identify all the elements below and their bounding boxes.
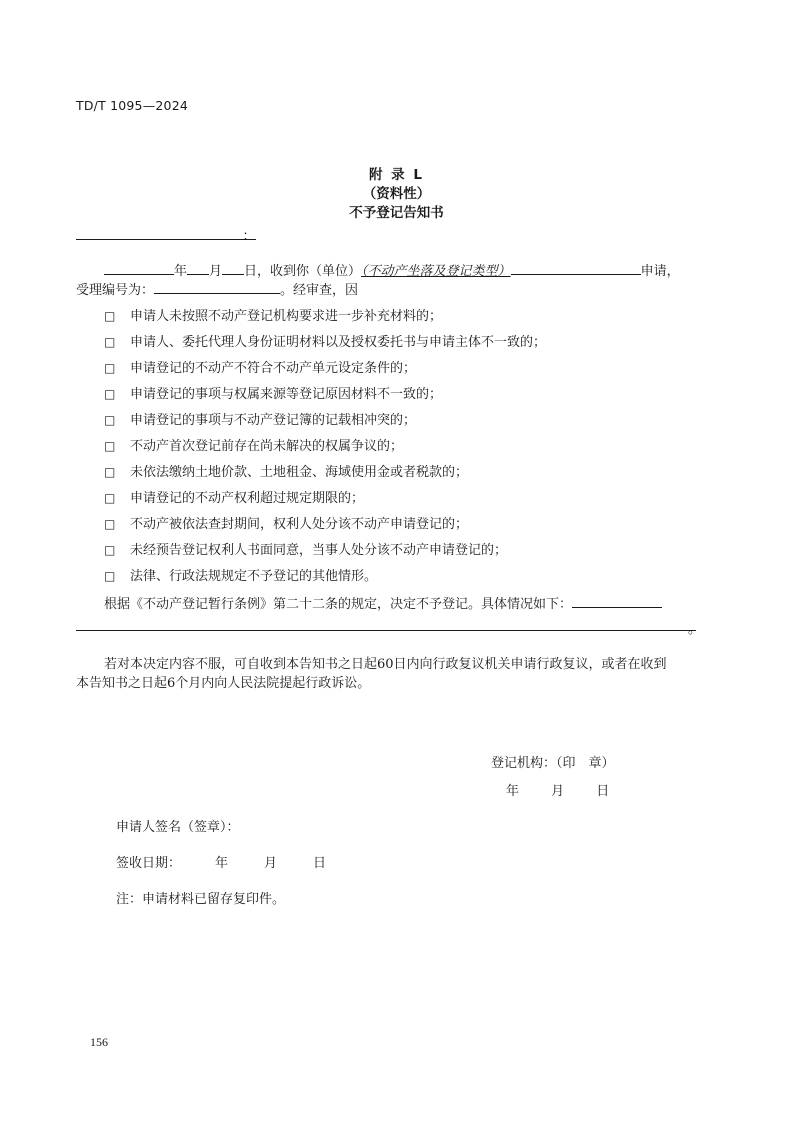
checkbox-icon[interactable]: □ xyxy=(104,361,116,375)
appendix-type: （资料性） xyxy=(362,186,431,202)
checkbox-icon[interactable]: □ xyxy=(104,413,116,427)
receipt-number-line xyxy=(76,279,358,298)
year-blank xyxy=(104,260,174,275)
checkbox-icon[interactable]: □ xyxy=(104,387,116,401)
receive-date-label: 签收日期： xyxy=(116,856,182,871)
receipt-number-blank xyxy=(154,279,280,294)
appeal-text-line-2: 本告知书之日起6个月内向人民法院提起行政诉讼。 xyxy=(76,676,371,691)
reason-text: 不动产首次登记前存在尚未解决的权属争议的； xyxy=(130,439,404,454)
reason-text: 法律、行政法规规定不予登记的其他情形。 xyxy=(130,569,378,584)
checkbox-icon[interactable]: □ xyxy=(104,491,116,505)
month-blank xyxy=(187,260,209,275)
page-number: 156 xyxy=(90,1035,108,1049)
addressee-line xyxy=(76,225,256,244)
receipt-date-line xyxy=(104,260,680,279)
checkbox-icon[interactable]: □ xyxy=(104,517,116,531)
appeal-text-line-1: 若对本决定内容不服，可自收到本告知书之日起60日内向行政复议机关申请行政复议，或者在收到 xyxy=(104,657,667,672)
checkbox-icon[interactable]: □ xyxy=(104,439,116,453)
day-suffix: 日，收到你（单位） xyxy=(244,264,362,279)
details-line xyxy=(76,630,696,631)
receive-day: 日 xyxy=(313,856,327,871)
reason-text: 申请登记的不动产权利超过规定期限的； xyxy=(130,491,365,506)
reason-item xyxy=(104,383,442,402)
property-blank xyxy=(511,260,641,275)
property-field: （不动产坐落及登记类型） xyxy=(361,264,511,279)
reason-item xyxy=(104,435,403,454)
receive-month: 月 xyxy=(264,856,278,871)
receive-year: 年 xyxy=(215,856,229,871)
day-blank xyxy=(222,260,244,275)
receipt-suffix: 。经审查，因 xyxy=(280,283,359,298)
reason-item xyxy=(104,305,442,324)
reason-text: 不动产被依法查封期间，权利人处分该不动产申请登记的； xyxy=(130,517,469,532)
checkbox-icon[interactable]: □ xyxy=(104,543,116,557)
reason-item xyxy=(104,565,377,584)
receipt-number-label: 受理编号为： xyxy=(76,283,155,298)
document-title: 不予登记告知书 xyxy=(349,205,444,221)
reason-item xyxy=(104,513,468,532)
checkbox-icon[interactable]: □ xyxy=(104,309,116,323)
registration-org-seal: 登记机构：（印 章） xyxy=(491,756,615,771)
reason-item xyxy=(104,487,364,506)
reason-item xyxy=(104,539,507,558)
checkbox-icon[interactable]: □ xyxy=(104,465,116,479)
reason-text: 申请人未按照不动产登记机构要求进一步补充材料的； xyxy=(130,309,443,324)
legal-basis-line xyxy=(104,593,662,612)
month-suffix: 月 xyxy=(209,264,223,279)
reason-item xyxy=(104,461,468,480)
addressee-blank xyxy=(76,225,242,240)
reason-item xyxy=(104,357,416,376)
appendix-title: 附 录 L xyxy=(368,167,424,183)
legal-basis-text: 根据《不动产登记暂行条例》第二十二条的规定，决定不予登记。具体情况如下： xyxy=(104,597,573,612)
reason-text: 申请登记的事项与不动产登记簿的记载相冲突的； xyxy=(130,413,417,428)
details-blank xyxy=(572,593,662,608)
reason-item xyxy=(104,331,546,350)
reason-item xyxy=(104,409,416,428)
details-end-mark: 。 xyxy=(688,622,702,637)
reason-text: 申请登记的事项与权属来源等登记原因材料不一致的； xyxy=(130,387,443,402)
applicant-signature-label: 申请人签名（签章）： xyxy=(116,820,240,835)
registration-date: 年 月 日 xyxy=(506,784,610,799)
receive-date-line xyxy=(116,852,326,871)
checkbox-icon[interactable]: □ xyxy=(104,569,116,583)
reason-text: 申请登记的不动产不符合不动产单元设定条件的； xyxy=(130,361,417,376)
apply-text: 申请， xyxy=(640,264,680,279)
note: 注：申请材料已留存复印件。 xyxy=(116,892,286,907)
addressee-colon: ： xyxy=(242,225,256,240)
reason-text: 未依法缴纳土地价款、土地租金、海域使用金或者税款的； xyxy=(130,465,469,480)
year-suffix: 年 xyxy=(174,264,188,279)
checkbox-icon[interactable]: □ xyxy=(104,335,116,349)
reason-text: 申请人、委托代理人身份证明材料以及授权委托书与申请主体不一致的； xyxy=(130,335,547,350)
reason-text: 未经预告登记权利人书面同意，当事人处分该不动产申请登记的； xyxy=(130,543,508,558)
standard-code: TD/T 1095—2024 xyxy=(76,98,189,113)
